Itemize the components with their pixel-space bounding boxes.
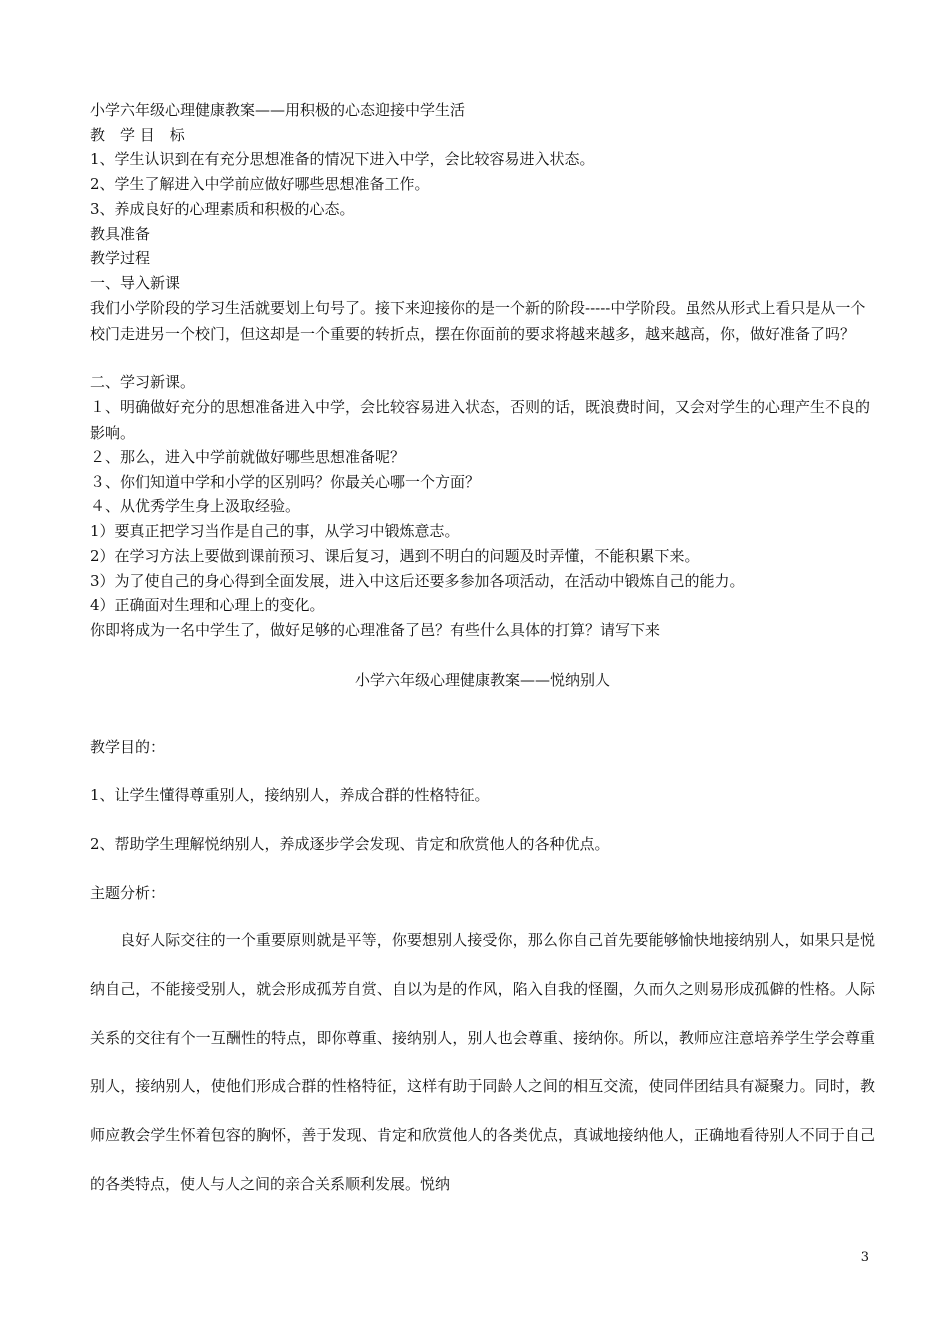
closing-prompt: 你即将成为一名中学生了，做好足够的心理准备了邑？有些什么具体的打算？请写下来 — [90, 621, 661, 639]
goal-item: 1、让学生懂得尊重别人，接纳别人，养成合群的性格特征。 — [90, 786, 490, 804]
subitem: 2）在学习方法上要做到课前预习、课后复习，遇到不明白的问题及时弄懂，不能积累下来。 — [90, 547, 700, 565]
lesson-item-2: ２、那么，进入中学前就做好哪些思想准备呢？ — [90, 448, 406, 466]
goals-heading: 教学目的： — [90, 738, 166, 756]
part2-heading: 二、学习新课。 — [90, 373, 196, 391]
intro-paragraph: 我们小学阶段的学习生活就要划上句号了。接下来迎接你的是一个新的阶段-----中学阶段。虽然从形式上看只是从一个校门走进另一个校门，但这却是一个重要的转折点，摆在你面前的要求将越来越多，越来越高，你，做好准备了吗？ — [90, 299, 866, 343]
part1-heading: 一、导入新课 — [90, 274, 181, 292]
objectives-heading: 教 学 目 标 — [90, 126, 185, 144]
analysis-paragraph: 良好人际交往的一个重要原则就是平等，你要想别人接受你，那么你自己首先要能够愉快地接纳别人，如果只是悦纳自己，不能接受别人，就会形成孤芳自赏、自以为是的作风，陷入自我的怪圈，久而久之则易形成孤僻的性格。人际关系的交往有个一互酬性的特点，即你尊重、接纳别人，别人也会尊重、接纳你。所以，教师应注意培养学生学会尊重别人，接纳别人，使他们形成合群的性格特征，这样有助于同龄人之间的相互交流，使同伴团结具有凝聚力。同时，教师应教会学生怀着包容的胸怀，善于发现、肯定和欣赏他人的各类优点，真诚地接纳他人，正确地看待别人不同于自己的各类特点，使人与人之间的亲合关系顺利发展。悦纳 — [90, 931, 875, 1193]
lesson-item-4: ４、从优秀学生身上汲取经验。 — [90, 497, 301, 515]
analysis-heading: 主题分析： — [90, 884, 166, 902]
objective-item: 1、学生认识到在有充分思想准备的情况下进入中学，会比较容易进入状态。 — [90, 150, 595, 168]
lesson2-title: 小学六年级心理健康教案——悦纳别人 — [354, 671, 610, 689]
materials-heading: 教具准备 — [90, 225, 151, 243]
page-number: 3 — [860, 1250, 869, 1265]
goal-item: 2、帮助学生理解悦纳别人，养成逐步学会发现、肯定和欣赏他人的各种优点。 — [90, 835, 610, 853]
lesson1-title: 小学六年级心理健康教案——用积极的心态迎接中学生活 — [90, 101, 466, 119]
lesson-item-3: ３、你们知道中学和小学的区别吗？你最关心哪一个方面？ — [90, 473, 481, 491]
lesson-item-1: １、明确做好充分的思想准备进入中学，会比较容易进入状态，否则的话，既浪费时间，又会对学生的心理产生不良的影响。 — [90, 398, 871, 442]
subitem: 4）正确面对生理和心理上的变化。 — [90, 596, 325, 614]
process-heading: 教学过程 — [90, 249, 151, 267]
subitem: 3）为了使自己的身心得到全面发展，进入中这后还要多参加各项活动，在活动中锻炼自己的能力。 — [90, 572, 745, 590]
objective-item: 2、学生了解进入中学前应做好哪些思想准备工作。 — [90, 175, 430, 193]
subitem: 1）要真正把学习当作是自己的事，从学习中锻炼意志。 — [90, 522, 460, 540]
objective-item: 3、养成良好的心理素质和积极的心态。 — [90, 200, 355, 218]
